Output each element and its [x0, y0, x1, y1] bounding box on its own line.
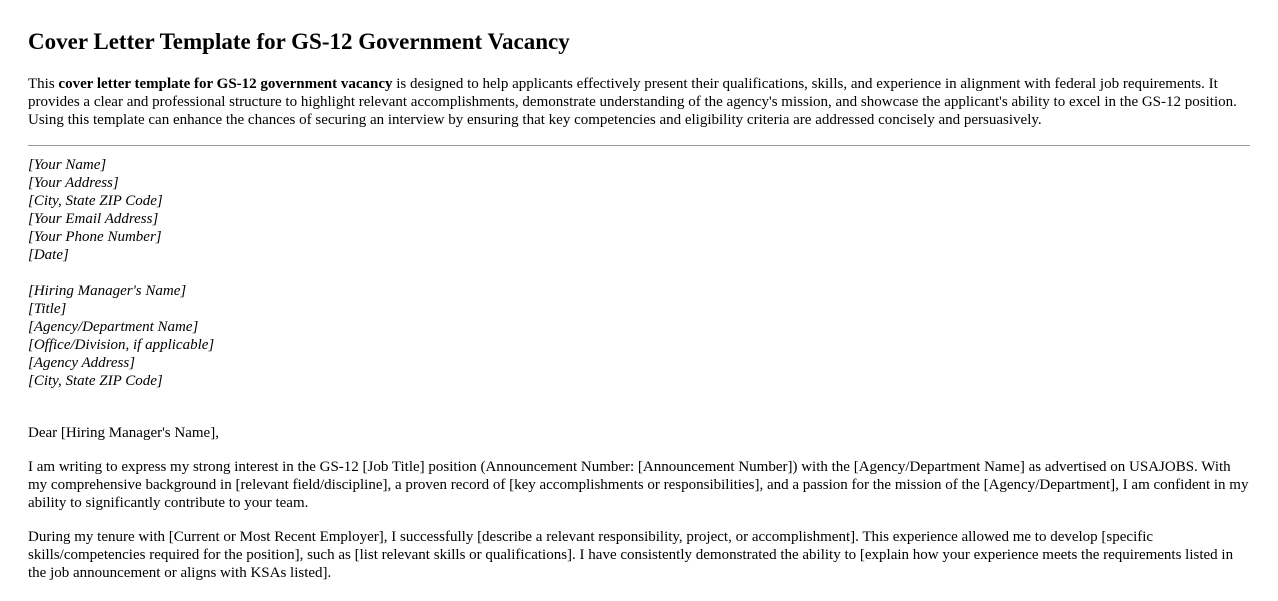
sender-phone: [Your Phone Number]	[28, 229, 162, 245]
intro-bold-text: cover letter template for GS-12 government vacancy	[58, 76, 393, 92]
letter-paragraph-2: During my tenure with [Current or Most Recent Employer], I successfully [describe a relevant responsibility, project, or accomplishment]. This experience allowed me to develop [specific skills/competencies required for the position], such as [list relevant skills or qualifications]. I have consistently demonstrated the ability to [explain how your experience meets the requirements listed in the job announcement or aligns with KSAs listed].	[28, 529, 1234, 581]
recipient-address: [Agency Address]	[28, 355, 136, 371]
recipient-agency: [Agency/Department Name]	[28, 319, 199, 335]
sender-address: [Your Address]	[28, 175, 119, 191]
intro-prefix: This	[28, 76, 59, 92]
intro-paragraph	[28, 75, 1250, 129]
intro-suffix: is designed to help applicants effectively present their qualifications, skills, and experience in alignment with federal job requirements. It provides a clear and professional structure to highlight relevant accomplishments, demonstrate understanding of the agency's mission, and showcase the applicant's ability to excel in the GS-12 position. Using this template can enhance the chances of securing an interview by ensuring that key competencies and eligibility criteria are addressed concisely and persuasively.	[28, 76, 1237, 128]
recipient-city: [City, State ZIP Code]	[28, 373, 163, 389]
sender-email: [Your Email Address]	[28, 211, 159, 227]
sender-date: [Date]	[28, 247, 69, 263]
section-divider	[28, 145, 1250, 146]
recipient-address-block	[28, 282, 1250, 390]
sender-city: [City, State ZIP Code]	[28, 193, 163, 209]
letter-salutation: Dear [Hiring Manager's Name],	[28, 425, 219, 441]
recipient-office: [Office/Division, if applicable]	[28, 337, 215, 353]
recipient-name: [Hiring Manager's Name]	[28, 283, 187, 299]
sender-address-block	[28, 156, 1250, 264]
sender-name: [Your Name]	[28, 157, 107, 173]
page-title: Cover Letter Template for GS-12 Government Vacancy	[28, 29, 570, 54]
recipient-title: [Title]	[28, 301, 67, 317]
document-page	[28, 0, 1250, 582]
letter-paragraph-1: I am writing to express my strong interest in the GS-12 [Job Title] position (Announcement Number: [Announcement Number]) with the [Agency/Department Name] as advertised on USAJOBS. With my comprehensive background in [relevant field/discipline], a proven record of [key accomplishments or responsibilities], and a passion for the mission of the [Agency/Department], I am confident in my ability to significantly contribute to your team.	[28, 459, 1249, 511]
